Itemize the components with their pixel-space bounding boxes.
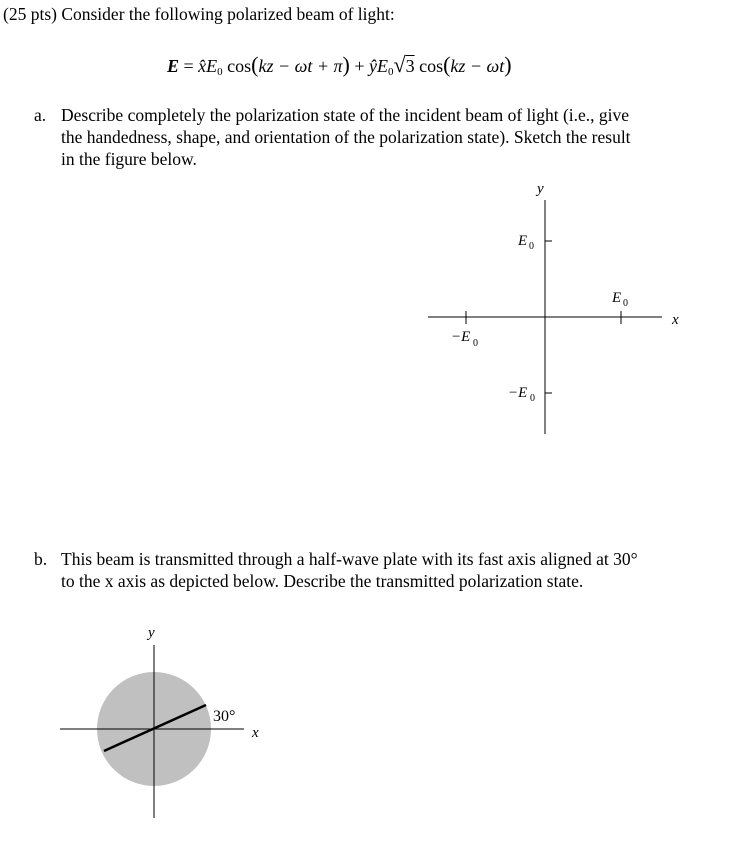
fig-a-neg-e0-x: −E [451,329,471,345]
fig-a-e0-y-pos-sub: 0 [529,241,534,252]
fig-b-angle-label: 30° [213,708,236,725]
part-b-line-1: This beam is transmitted through a half-wave plate with its fast axis aligned at 30° [61,549,638,569]
part-a-line-2: the handedness, shape, and orientation of the polarization state). Sketch the result [61,127,631,147]
fig-a-e0-y-pos: E [518,233,528,249]
fig-b-x-label: x [252,725,259,741]
eq-y-hat: ŷ [369,56,377,76]
eq-equals: = [183,56,194,76]
eq-e0-b: E [377,56,388,76]
eq-cos-2: cos [419,56,444,76]
fig-a-y-label: y [537,181,544,197]
eq-plus: + [354,56,365,76]
problem-header: (25 pts) Consider the following polarized beam of light: [3,4,395,24]
part-a-label: a. [34,105,47,125]
eq-sqrt: √ [393,52,406,77]
polarization-equation: $E = x̂E_0$ $\cos(kz - \omega t + \pi) + ŷE_0√3$ cos(kz − ωt) [167,52,512,78]
part-a-line-3: in the figure below. [61,149,197,169]
fast-axis-line [104,705,206,751]
eq-sub0-a: 0 [217,66,223,78]
fig-a-x-label: x [672,312,679,328]
fig-a-neg-e0-x-sub: 0 [473,338,478,349]
part-b-line-2: to the x axis as depicted below. Describe the transmitted polarization state. [61,571,584,591]
eq-arg-2: kz − ωt [450,56,505,76]
fig-a-e0-x-pos: E [612,290,622,306]
eq-lhs: E [167,56,180,76]
eq-e0-a: E [206,56,218,76]
waveplate-disc [97,672,211,786]
eq-sub0-b: 0 [388,66,394,78]
fig-b-y-label: y [148,625,155,641]
eq-x-hat: x̂ [198,56,207,76]
eq-sqrt-arg: 3 [405,56,415,76]
fig-a-neg-e0-y: −E [508,385,528,401]
eq-cos-1: cos [227,56,252,76]
fig-a-e0-x-pos-sub: 0 [623,298,628,309]
part-a-line-1: Describe completely the polarization state of the incident beam of light (i.e., give [61,105,630,125]
part-b-label: b. [34,549,48,569]
fig-a-neg-e0-y-sub: 0 [530,393,535,404]
eq-arg-1: kz − ωt + π [258,56,343,76]
